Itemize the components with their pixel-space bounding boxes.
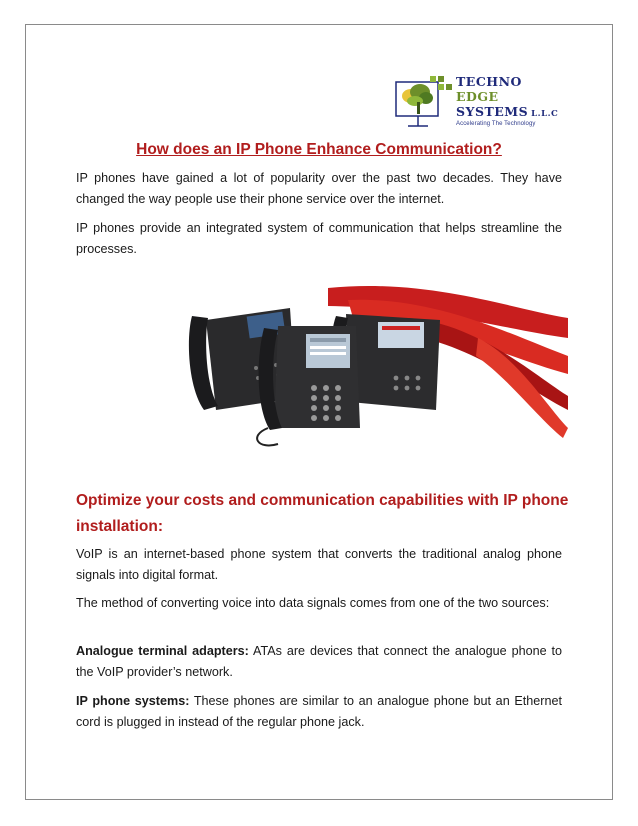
ip-systems-text: These phones are similar to an analogue phone but an Ethernet cord is plugged in instead of the regular phone jack. bbox=[76, 694, 562, 729]
ata-label: Analogue terminal adapters: bbox=[76, 644, 249, 658]
intro-paragraph-1: IP phones have gained a lot of popularity over the past two decades. They have changed the way people use their phone service over the internet. bbox=[76, 171, 562, 206]
company-logo bbox=[394, 70, 564, 130]
logo-systems: SYSTEMS bbox=[456, 104, 529, 119]
logo-text bbox=[456, 74, 558, 127]
ip-systems-paragraph bbox=[76, 691, 562, 733]
logo-line-1: TECHNO bbox=[456, 74, 522, 89]
logo-tree-icon bbox=[394, 76, 454, 130]
page-title: How does an IP Phone Enhance Communication? bbox=[136, 141, 502, 158]
ip-phones-photo bbox=[178, 278, 568, 458]
logo-tagline: Accelerating The Technology bbox=[456, 121, 536, 127]
ip-systems-label: IP phone systems: bbox=[76, 694, 190, 708]
section-paragraph-1: VoIP is an internet-based phone system that converts the traditional analog phone signals into digital format. bbox=[76, 547, 562, 582]
section-paragraph-2: The method of converting voice into data signals comes from one of the two sources: bbox=[76, 596, 550, 610]
ata-paragraph bbox=[76, 641, 562, 683]
intro-paragraph-2: IP phones provide an integrated system of communication that helps streamline the processes. bbox=[76, 221, 562, 256]
logo-line-3 bbox=[456, 104, 558, 122]
ata-text: ATAs are devices that connect the analogue phone to the VoIP provider’s network. bbox=[76, 644, 562, 679]
section-heading: Optimize your costs and communication capabilities with IP phone installation: bbox=[76, 492, 569, 535]
logo-llc: L.L.C bbox=[531, 109, 559, 119]
logo-line-2: EDGE bbox=[456, 89, 499, 104]
